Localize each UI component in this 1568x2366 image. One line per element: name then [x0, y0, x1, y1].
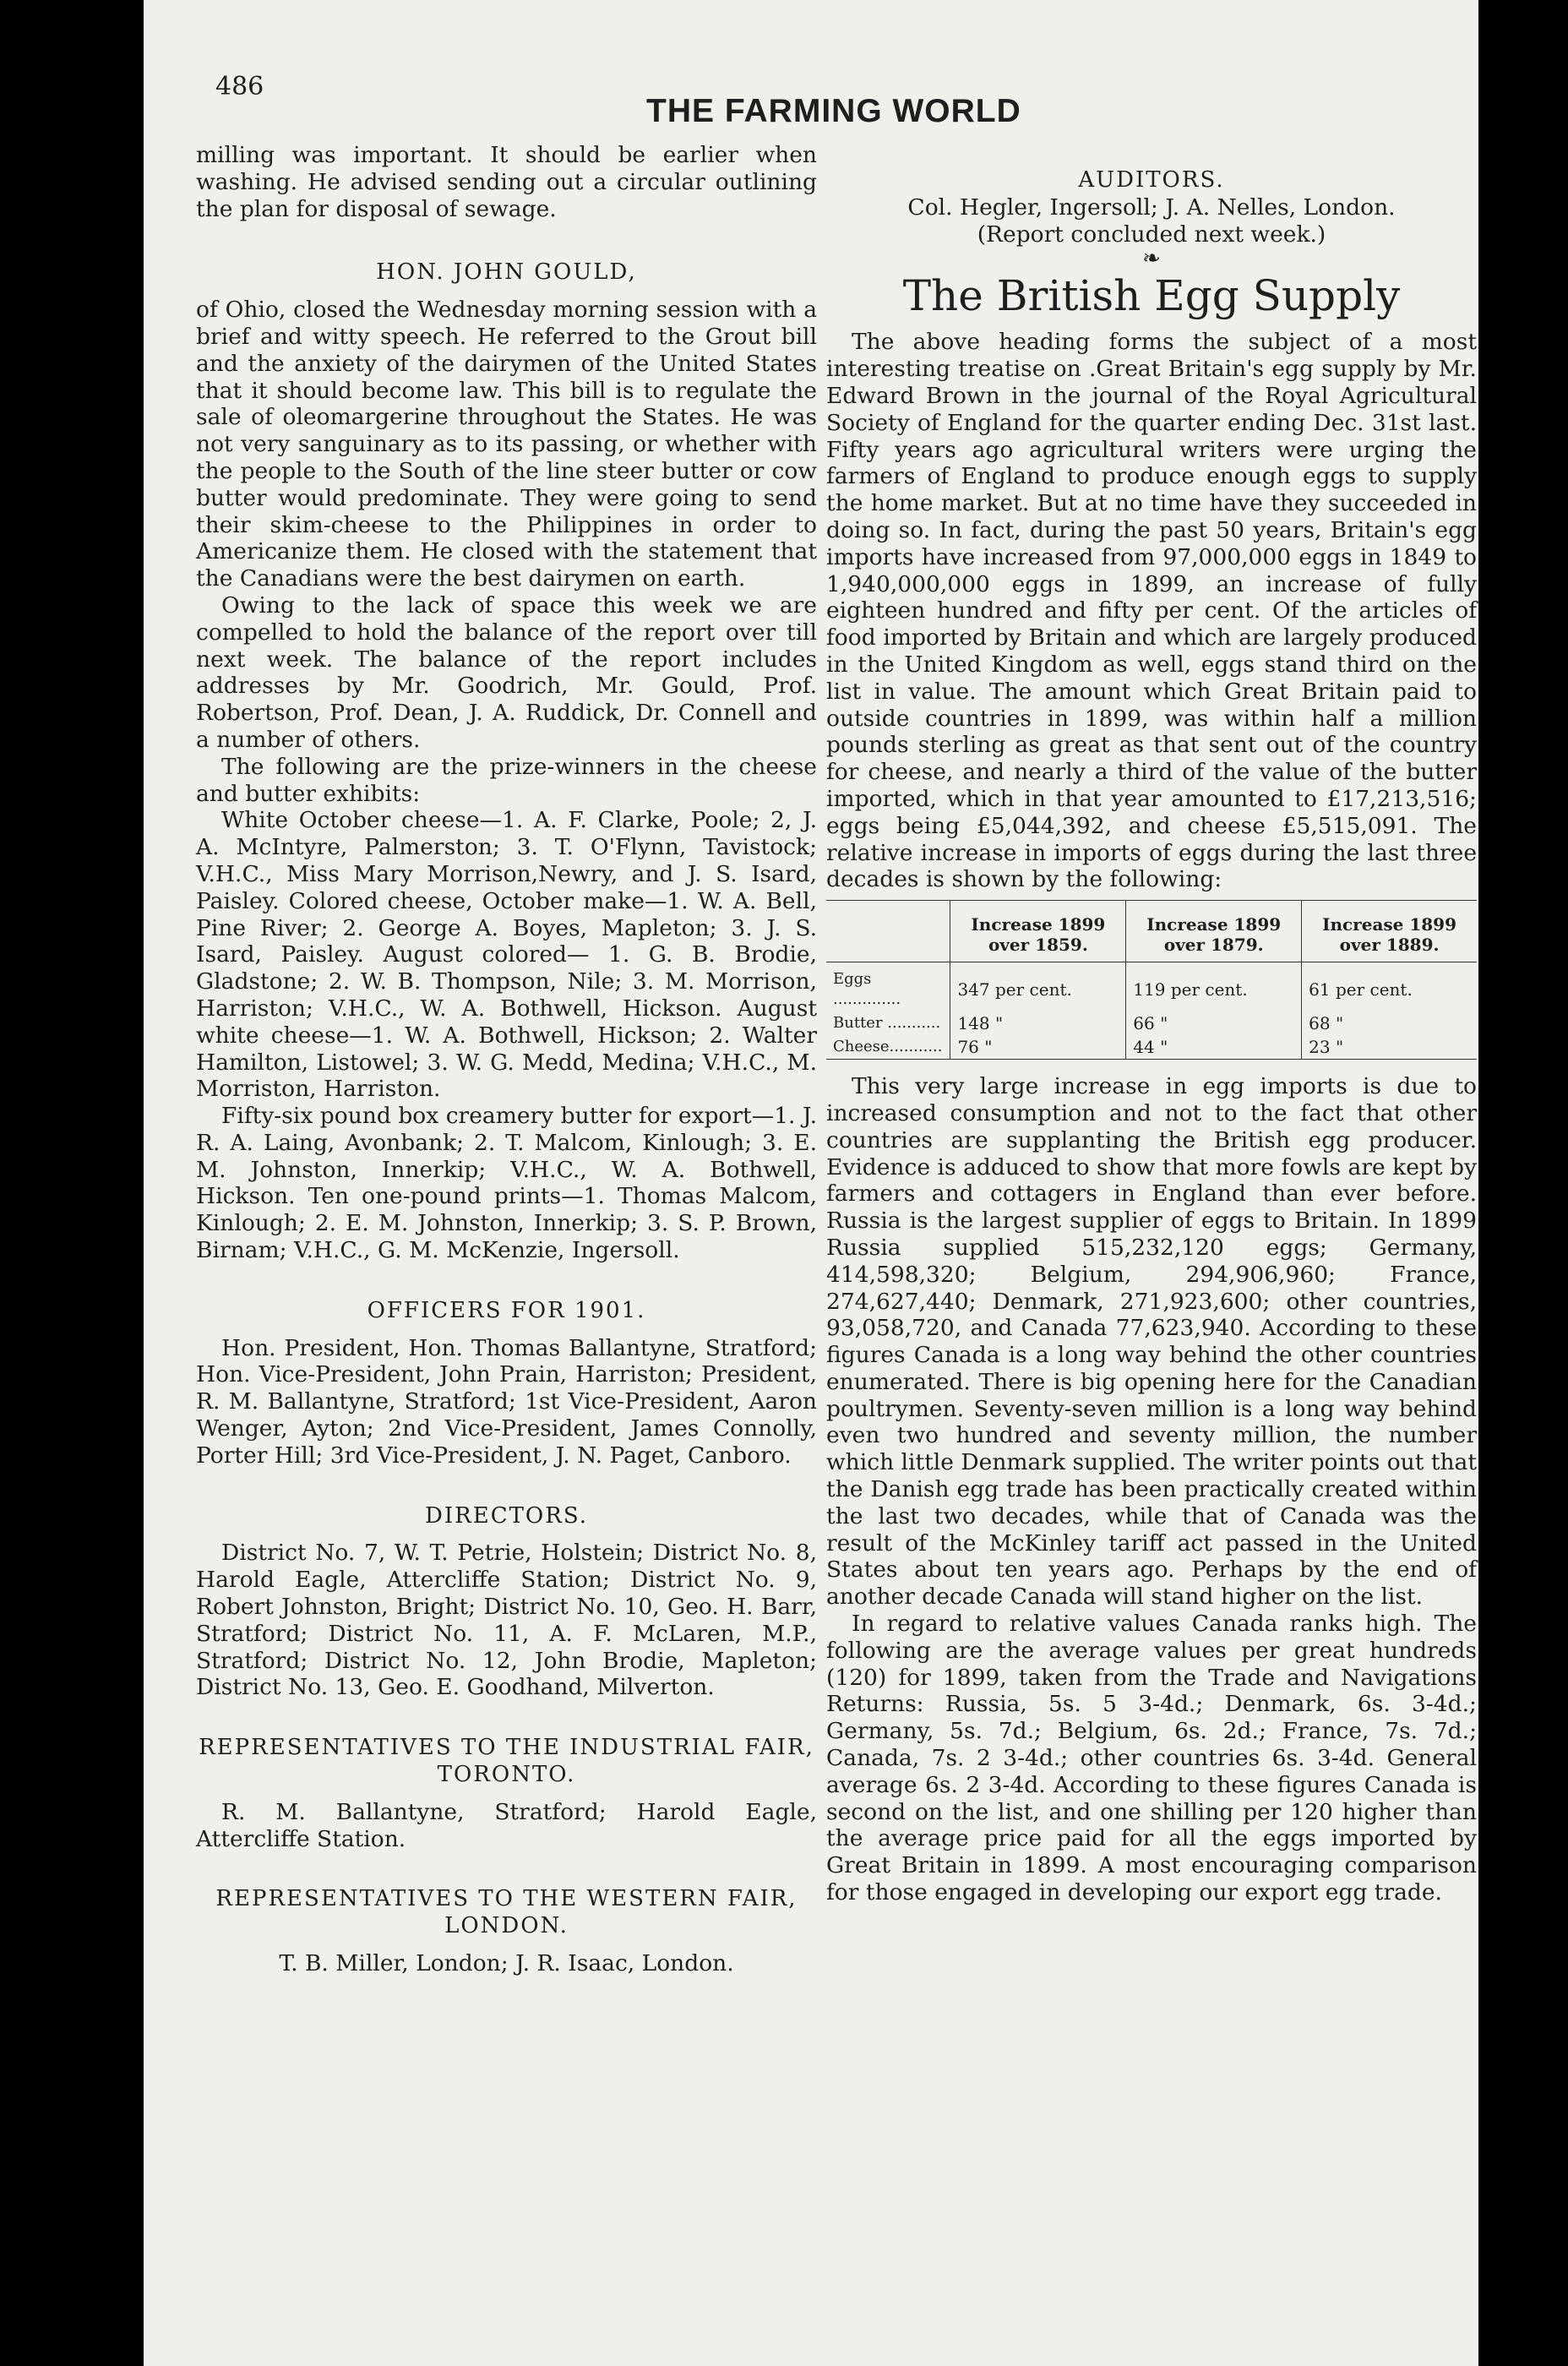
fleuron-icon: ❧: [1142, 246, 1161, 272]
cell: 61 per cent.: [1302, 962, 1477, 1012]
heading-western-fair: REPRESENTATIVES TO THE WESTERN FAIR, LONDON.: [215, 1886, 798, 1939]
table-header-row: [826, 901, 1477, 962]
paragraph-prize-butter: Fifty-six pound box creamery butter for export—1. J. R. A. Laing, Avonbank; 2. T. Malcom, Kinlough; 3. E. M. Johnston, Innerkip; V.H.C., W. A. Bothwell, Hickson. Ten one-pound prints—1. Thomas Malcom, Kinlough; 2. E. M. Johnston, Innerkip; 3. S. P. Brown, Birnam; V.H.C., G. M. McKenzie, Ingersoll.: [196, 1103, 817, 1264]
egg-import-table: [826, 900, 1477, 1060]
right-column: [826, 142, 1477, 1906]
table-row: [826, 1035, 1477, 1060]
cell: 347 per cent.: [950, 962, 1126, 1012]
scanned-page: [144, 0, 1478, 2366]
left-column: [196, 142, 817, 1977]
cell: 148 ": [950, 1011, 1126, 1035]
page-number: 486: [215, 72, 264, 101]
cell: 44 ": [1126, 1035, 1302, 1060]
paragraph-gould: of Ohio, closed the Wednesday morning session with a brief and witty speech. He referred to the Grout bill and the anxiety of the dairymen of the United States that it should become law. This bill is to regulate the sale of oleomargerine throughout the States. He was not very sanguinary as to its passing, or whether with the people to the South of the line steer butter or cow butter would predominate. They were going to send their skim-cheese to the Philippines in order to Americanize them. He closed with the statement that the Canadians were the best dairymen on earth.: [196, 297, 817, 592]
paragraph-lack-of-space: Owing to the lack of space this week we are compelled to hold the balance of the report over till next week. The balance of the report includes addresses by Mr. Goodrich, Mr. Gould, Prof. Robertson, Prof. Dean, J. A. Ruddick, Dr. Connell and a number of others.: [196, 592, 817, 753]
heading-directors: DIRECTORS.: [425, 1502, 588, 1529]
article-paragraph-1: The above heading forms the subject of a most interesting treatise on .Great Britain's egg supply by Mr. Edward Brown in the journal of the Royal Agricultural Society of England for the quarter ending Dec. 31st last. Fifty years ago agricultural writers were urging the farmers of England to produce enough eggs to supply the home market. But at no time have they succeeded in doing so. In fact, during the past 50 years, Britain's egg imports have increased from 97,000,000 eggs in 1849 to 1,940,000,000 eggs in 1899, an increase of fully eighteen hundred and fifty per cent. Of the articles of food imported by Britain and which are largely produced in the United Kingdom as well, eggs stand third on the list in value. The amount which Great Britain paid to outside countries in 1899, was within half a million pounds sterling as great as that sent out of the country for cheese, and nearly a third of the value of the butter imported, which in that year amounted to £17,213,516; eggs being £5,044,392, and cheese £5,515,091. The relative increase in imports of eggs during the last three decades is shown by the following:: [826, 329, 1477, 893]
row-label: Butter ...........: [833, 1014, 941, 1033]
paragraph-intro: milling was important. It should be earlier when washing. He advised sending out a circular outlining the plan for disposal of sewage.: [196, 142, 817, 222]
paragraph-officers: Hon. President, Hon. Thomas Ballantyne, Stratford; Hon. Vice-President, John Prain, Harriston; President, R. M. Ballantyne, Stratford; 1st Vice-President, Aaron Wenger, Ayton; 2nd Vice-President, James Connolly, Porter Hill; 3rd Vice-President, J. N. Paget, Canboro.: [196, 1334, 817, 1469]
table-header-1889: Increase 1899 over 1889.: [1302, 901, 1477, 962]
table-header-1879: Increase 1899 over 1879.: [1126, 901, 1302, 962]
running-head: THE FARMING WORLD: [646, 93, 1021, 129]
cell: 23 ": [1302, 1035, 1477, 1060]
cell: 76 ": [950, 1035, 1126, 1060]
table-row: [826, 1011, 1477, 1035]
article-paragraph-3: In regard to relative values Canada ranks high. The following are the average values per great hundreds (120) for 1899, taken from the Trade and Navigations Returns: Russia, 5s. 5 3-4d.; Denmark, 6s. 3-4d.; Germany, 5s. 7d.; Belgium, 6s. 2d.; France, 7s. 7d.; Canada, 7s. 2 3-4d.; other countries 6s. 3-4d. General average 6s. 2 3-4d. According to these figures Canada is second on the list, and one shilling per 120 higher than the average price paid for all the eggs imported by Great Britain in 1899. A most encouraging comparison for those engaged in developing our export egg trade.: [826, 1611, 1477, 1906]
report-concluded-note: (Report concluded next week.): [977, 221, 1326, 248]
table-header-blank: [826, 901, 950, 962]
heading-auditors: AUDITORS.: [1078, 167, 1225, 193]
paragraph-auditors: Col. Hegler, Ingersoll; J. A. Nelles, London.: [907, 194, 1396, 221]
paragraph-prize-cheese: White October cheese—1. A. F. Clarke, Poole; 2, J. A. McIntyre, Palmerston; 3. T. O'Flynn, Tavistock; V.H.C., Miss Mary Morrison,Newry, and J. S. Isard, Paisley. Colored cheese, October make—1. W. A. Bell, Pine River; 2. George A. Boyes, Mapleton; 3. J. S. Isard, Paisley. August colored— 1. G. B. Brodie, Gladstone; 2. W. B. Thompson, Nile; 3. M. Morrison, Harriston; V.H.C., W. A. Bothwell, Hickson. August white cheese—1. W. A. Bothwell, Hickson; 2. Walter Hamilton, Listowel; 3. W. G. Medd, Medina; V.H.C., M. Morriston, Harriston.: [196, 807, 817, 1103]
cell: 68 ": [1302, 1011, 1477, 1035]
heading-industrial-fair: REPRESENTATIVES TO THE INDUSTRIAL FAIR, TORONTO.: [199, 1735, 814, 1788]
cell: 119 per cent.: [1126, 962, 1302, 1012]
row-label: Cheese...........: [833, 1038, 943, 1056]
article-paragraph-2: This very large increase in egg imports is due to increased consumption and not to the fact that other countries are supplanting the British egg producer. Evidence is adduced to show that more fowls are kept by farmers and cottagers in England than ever before. Russia is the largest supplier of eggs to Britain. In 1899 Russia supplied 515,232,120 eggs; Germany, 414,598,320; Belgium, 294,906,960; France, 274,627,440; Denmark, 271,923,600; other countries, 93,058,720, and Canada 77,623,940. According to these figures Canada is a long way behind the other countries enumerated. There is big opening here for the Canadian poultrymen. Seventy-seven million is a long way behind even two hundred and seventy million, the number which little Denmark supplied. The writer points out that the Danish egg trade has been practically created within the last two decades, while that of Canada was the result of the McKinley tariff act passed in the United States about ten years ago. Perhaps by the end of another decade Canada will stand higher on the list.: [826, 1073, 1477, 1611]
paragraph-prize-intro: The following are the prize-winners in the cheese and butter exhibits:: [196, 753, 817, 807]
article-title: The British Egg Supply: [902, 271, 1401, 321]
row-label: Eggs ..............: [826, 962, 950, 1012]
table-header-1859: Increase 1899 over 1859.: [950, 901, 1126, 962]
paragraph-industrial-fair: R. M. Ballantyne, Stratford; Harold Eagle, Attercliffe Station.: [196, 1798, 817, 1852]
heading-officers: OFFICERS FOR 1901.: [367, 1297, 646, 1323]
heading-john-gould: HON. JOHN GOULD,: [376, 259, 637, 286]
paragraph-directors: District No. 7, W. T. Petrie, Holstein; District No. 8, Harold Eagle, Attercliffe Station; District No. 9, Robert Johnston, Bright; District No. 10, Geo. H. Barr, Stratford; District No. 11, A. F. McLaren, M.P., Stratford; District No. 12, John Brodie, Mapleton; District No. 13, Geo. E. Goodhand, Milverton.: [196, 1540, 817, 1701]
paragraph-western-fair: T. B. Miller, London; J. R. Isaac, London.: [279, 1950, 734, 1977]
table-row: [826, 962, 1477, 1012]
cell: 66 ": [1126, 1011, 1302, 1035]
